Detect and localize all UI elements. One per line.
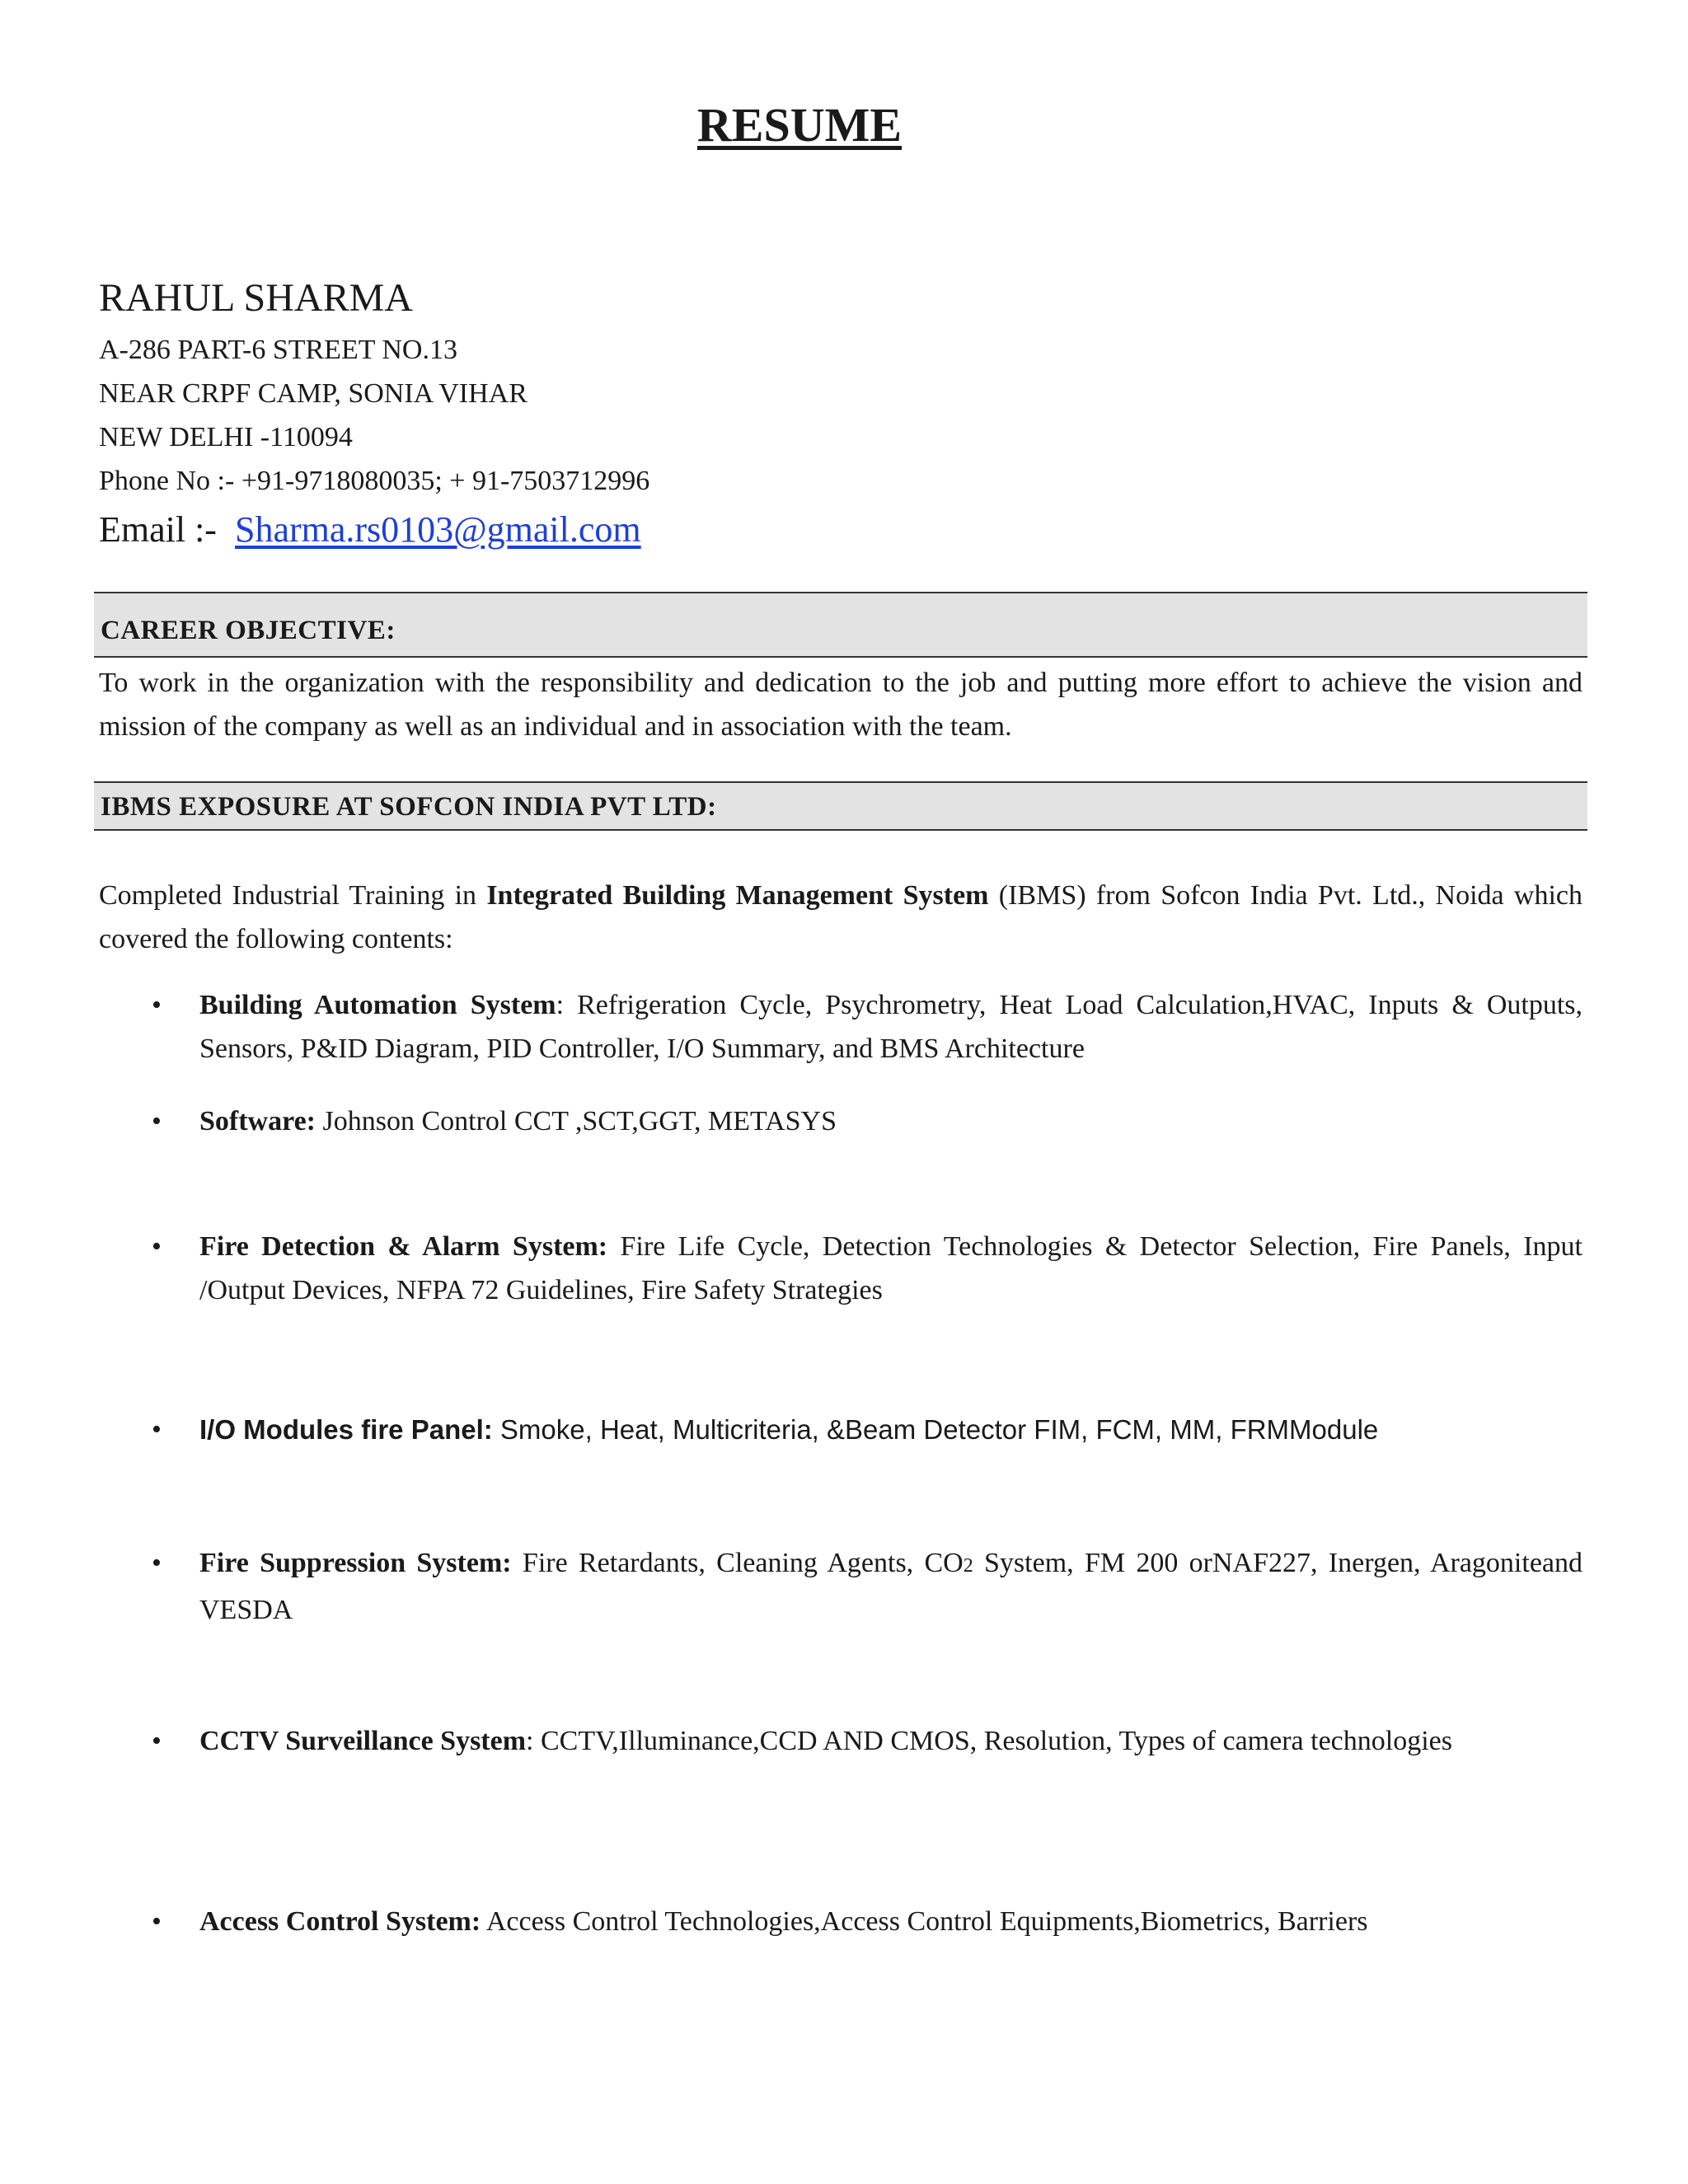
item-separator <box>512 1548 523 1578</box>
bullet-icon: • <box>152 990 162 1020</box>
list-item <box>99 1719 1582 1763</box>
bullet-icon: • <box>152 1726 162 1756</box>
candidate-name: RAHUL SHARMA <box>99 276 413 320</box>
bullet-icon: • <box>152 1548 162 1578</box>
item-body: CCTV,Illuminance,CCD AND CMOS, Resolution, Types of camera technologies <box>540 1726 1452 1756</box>
item-separator <box>607 1231 620 1262</box>
email-link[interactable]: Sharma.rs0103@gmail.com <box>234 509 641 550</box>
item-heading: Fire Suppression System: <box>199 1548 512 1578</box>
item-separator: : <box>556 990 578 1020</box>
item-body-post: System, FM 200 orNAF227, Inergen, Aragoniteand VESDA <box>199 1548 1582 1625</box>
bullet-icon: • <box>152 1414 162 1445</box>
item-body: Access Control Technologies,Access Control Equipments,Biometrics, Barriers <box>485 1906 1368 1937</box>
contact-block <box>99 272 649 555</box>
ibms-intro-bold: Integrated Building Management System <box>486 880 989 911</box>
item-body: Johnson Control CCT ,SCT,GGT, METASYS <box>322 1106 837 1137</box>
list-item <box>99 1408 1582 1451</box>
item-heading: Fire Detection & Alarm System: <box>199 1231 608 1262</box>
item-separator: : <box>526 1726 541 1756</box>
email-label: Email :- <box>99 509 217 550</box>
bullet-icon: • <box>152 1106 162 1137</box>
item-heading: CCTV Surveillance System <box>199 1726 527 1756</box>
address-line-1: A-286 PART-6 STREET NO.13 <box>99 335 457 365</box>
item-heading: Software: <box>199 1106 316 1137</box>
bullet-icon: • <box>152 1231 162 1262</box>
list-item <box>99 1900 1582 1943</box>
career-objective-heading: CAREER OBJECTIVE: <box>94 592 1587 658</box>
address-line-2: NEAR CRPF CAMP, SONIA VIHAR <box>99 378 528 409</box>
item-heading: I/O Modules fire Panel: <box>199 1414 493 1445</box>
list-item <box>99 1225 1582 1312</box>
item-separator <box>493 1414 500 1445</box>
email-row <box>99 504 649 555</box>
list-item <box>99 1541 1582 1632</box>
phone-line: Phone No :- +91-9718080035; + 91-7503712996 <box>99 466 650 496</box>
item-heading: Access Control System: <box>199 1906 481 1937</box>
list-item <box>99 983 1582 1071</box>
item-body-pre: Fire Retardants, Cleaning Agents, CO <box>522 1548 964 1578</box>
item-body: Refrigeration Cycle, Psychrometry, Heat Load Calculation,HVAC, Inputs & Outputs, Sensors, P&ID Diagram, PID Controller, I/O Summary, and BMS Architecture <box>199 990 1582 1064</box>
item-body-subscript: 2 <box>963 1555 973 1577</box>
page-title: RESUME <box>696 98 903 152</box>
item-separator <box>481 1906 486 1937</box>
list-item <box>99 1099 1582 1143</box>
address-line-3: NEW DELHI -110094 <box>99 422 353 452</box>
item-heading: Building Automation System <box>199 990 556 1020</box>
bullet-icon: • <box>152 1906 162 1937</box>
ibms-intro-post: (IBMS) from Sofcon India Pvt. Ltd., Noida which covered the following contents: <box>99 880 1583 954</box>
ibms-intro <box>99 874 1582 961</box>
item-separator <box>316 1106 323 1137</box>
item-body: Fire Life Cycle, Detection Technologies & Detector Selection, Fire Panels, Input /Output Devices, NFPA 72 Guidelines, Fire Safety Strategies <box>199 1231 1583 1305</box>
ibms-intro-pre: Completed Industrial Training in <box>99 880 487 911</box>
career-objective-text: To work in the organization with the responsibility and dedication to the job and putting more effort to achieve the vision and mission of the company as well as an individual and in association with the team. <box>99 668 1582 742</box>
item-body: Smoke, Heat, Multicriteria, &Beam Detector FIM, FCM, MM, FRMModule <box>499 1414 1379 1445</box>
ibms-heading: IBMS EXPOSURE AT SOFCON INDIA PVT LTD: <box>94 781 1587 831</box>
